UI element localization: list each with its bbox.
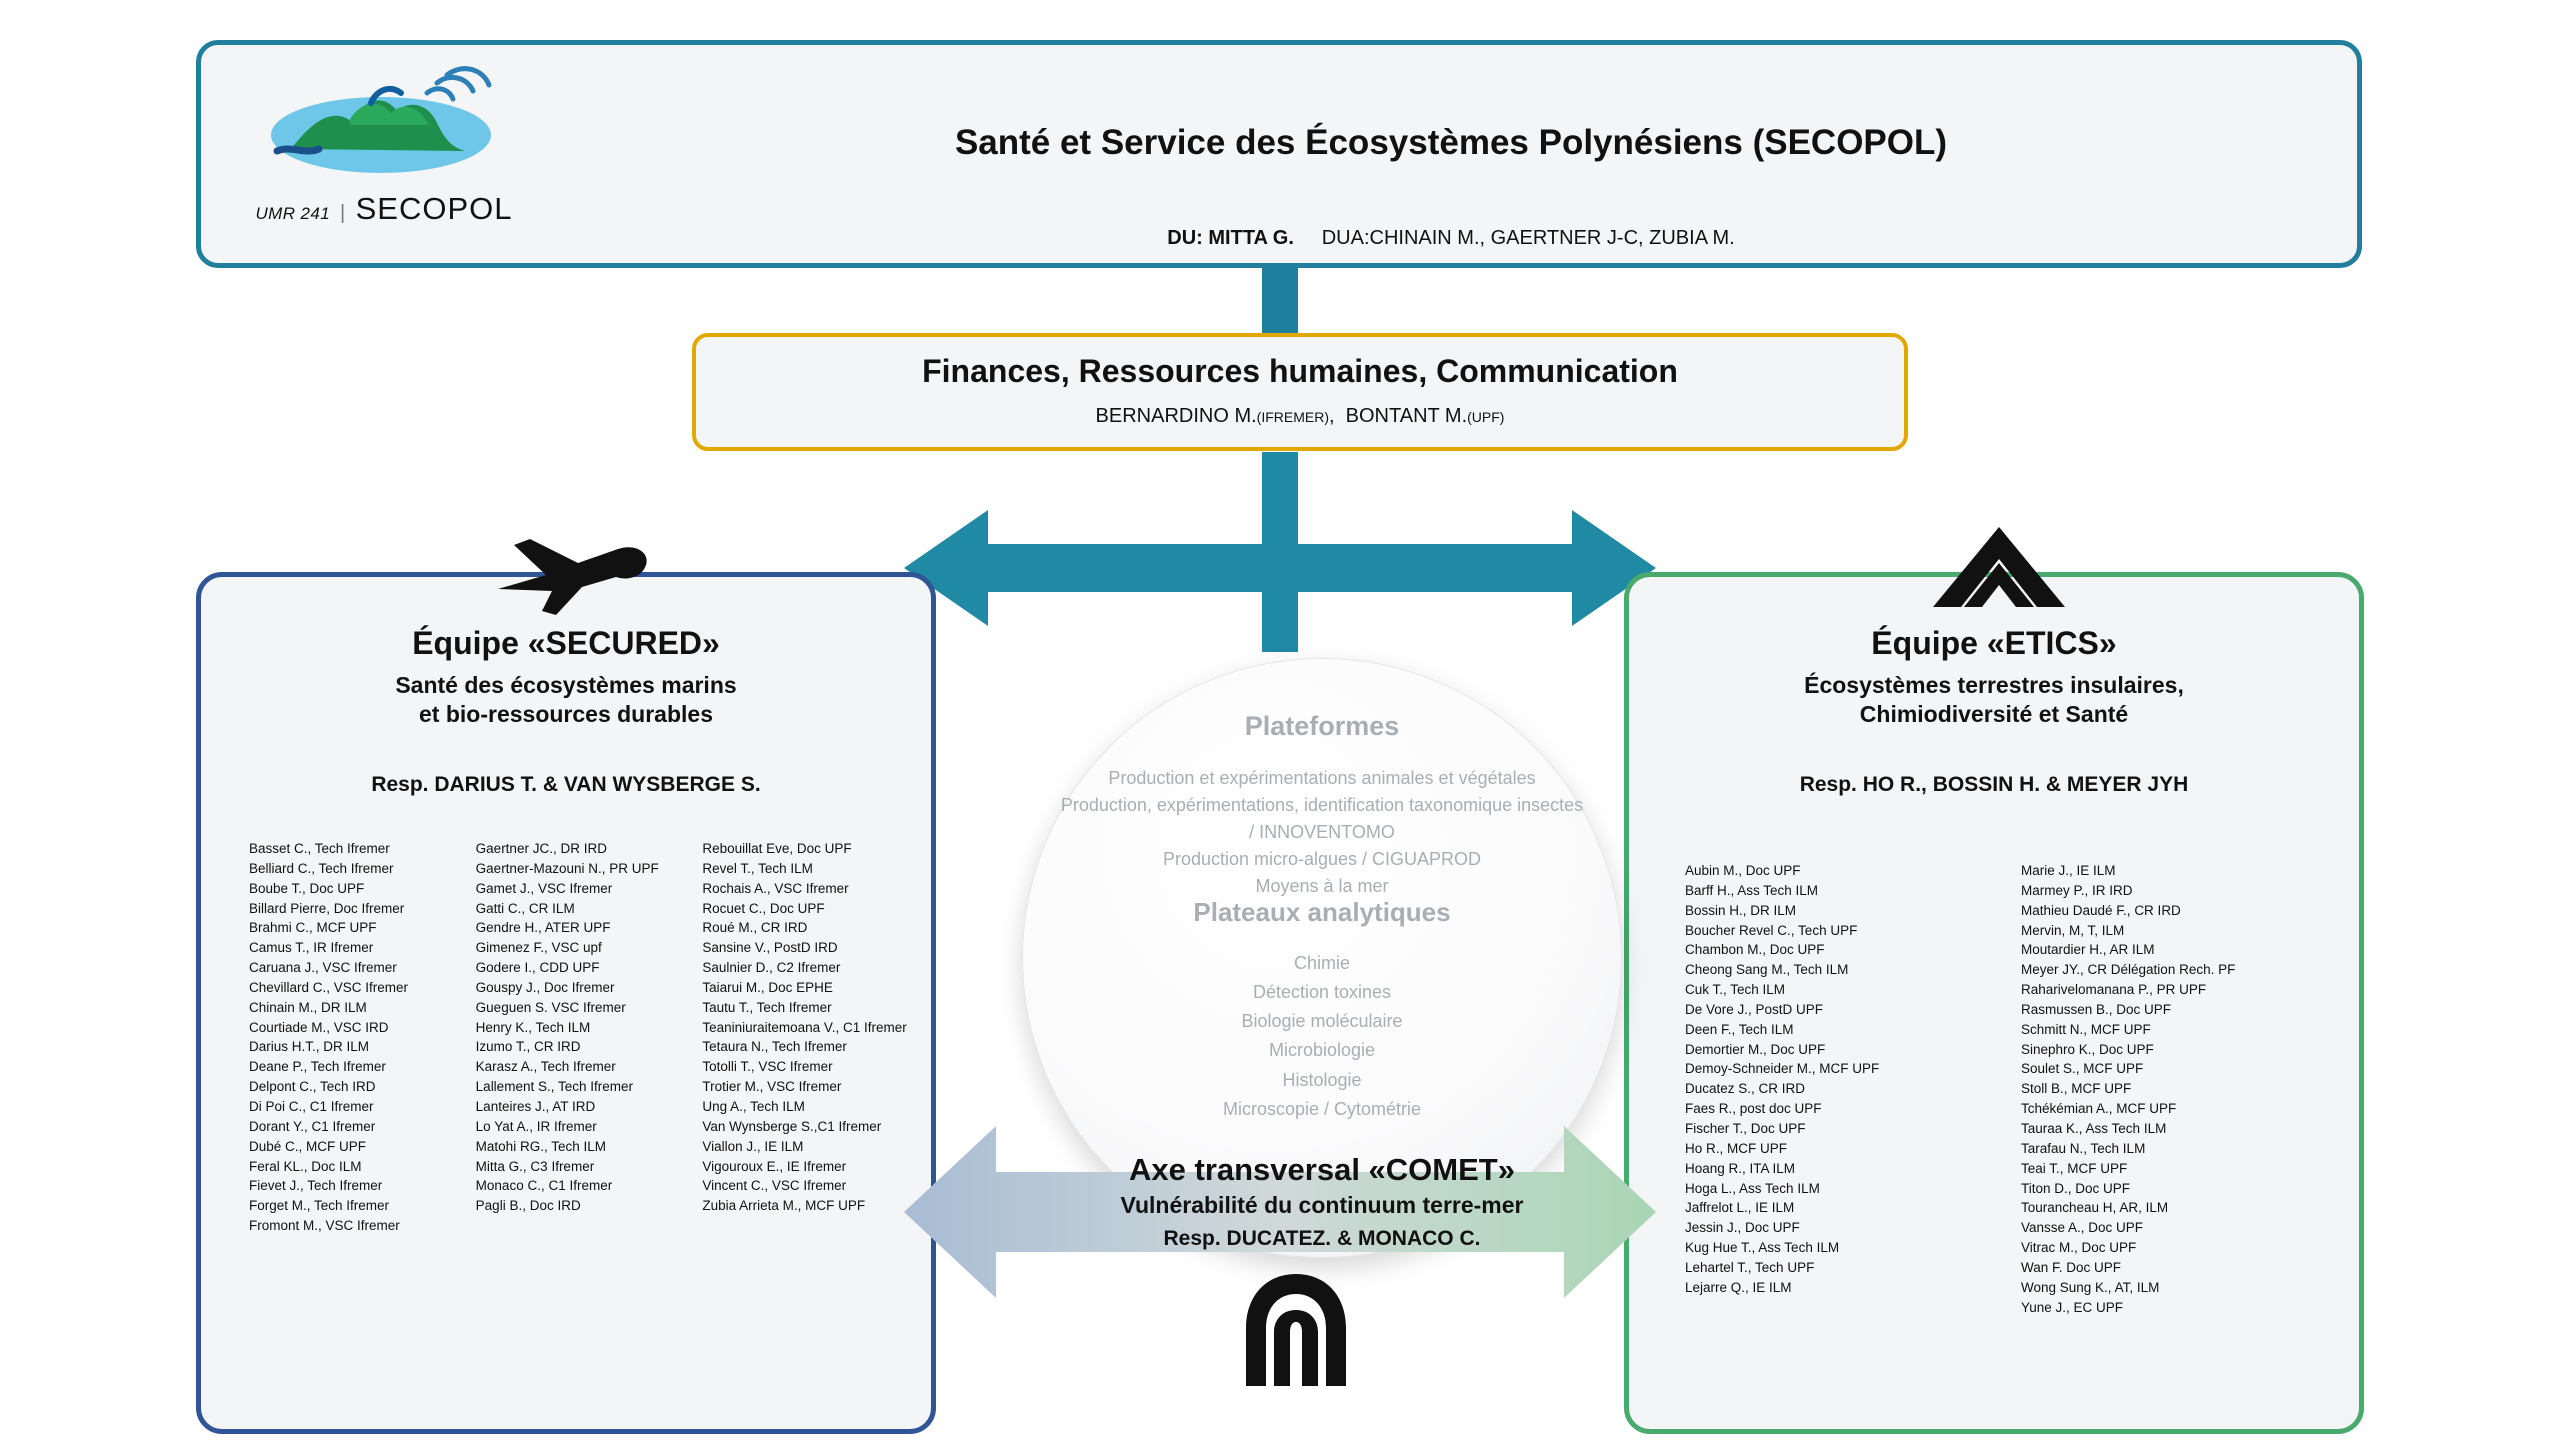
member-entry: Gimenez F., VSC upf xyxy=(475,940,602,956)
member-entry: Gaertner JC., DR IRD xyxy=(475,841,607,856)
member-column xyxy=(249,839,476,1236)
member-entry: Jessin J., Doc UPF xyxy=(1685,1220,1800,1236)
member-entry: Marmey P., IR IRD xyxy=(2021,882,2133,898)
team-title-secured: Équipe «SECURED» xyxy=(412,625,720,661)
member-entry: Karasz A., Tech Ifremer xyxy=(475,1059,616,1075)
member-entry: Cheong Sang M., Tech ILM xyxy=(1685,962,1849,978)
logo-name: SECOPOL xyxy=(355,191,513,226)
member-entry: Vansse A., Doc UPF xyxy=(2021,1220,2144,1236)
member-entry: Courtiade M., VSC IRD xyxy=(249,1019,389,1035)
member-column xyxy=(2021,861,2357,1317)
team-subtitle-etics xyxy=(1629,671,2359,728)
member-entry: Boucher Revel C., Tech UPF xyxy=(1685,922,1858,938)
member-entry: Wong Sung K., AT, ILM xyxy=(2021,1279,2160,1295)
member-entry: Lehartel T., Tech UPF xyxy=(1685,1259,1815,1275)
member-entry: Vitrac M., Doc UPF xyxy=(2021,1240,2137,1256)
member-entry: Zubia Arrieta M., MCF UPF xyxy=(702,1198,866,1214)
member-entry: Tarafau N., Tech ILM xyxy=(2021,1140,2146,1156)
team-panel-secured xyxy=(196,572,936,1434)
member-entry: Monaco C., C1 Ifremer xyxy=(475,1178,613,1194)
secopol-logo-icon xyxy=(231,63,531,193)
member-entry: Teaniniuraitemoana V., C1 Ifremer xyxy=(702,1019,907,1035)
header-to-finance-connector xyxy=(1262,268,1298,336)
member-entry: Delpont C., Tech IRD xyxy=(249,1079,376,1095)
member-entry: Demortier M., Doc UPF xyxy=(1685,1041,1826,1057)
finance-person-1: BERNARDINO M. xyxy=(1095,405,1257,427)
team-members-secured xyxy=(249,839,929,1236)
platform-item: Chimie xyxy=(1293,953,1350,973)
member-entry: Deane P., Tech Ifremer xyxy=(249,1059,386,1075)
member-entry: Lejarre Q., IE ILM xyxy=(1685,1279,1792,1295)
mountain-chevron-icon xyxy=(1629,519,2369,624)
member-entry: Di Poi C., C1 Ifremer xyxy=(249,1098,374,1114)
member-entry: Chevillard C., VSC Ifremer xyxy=(249,979,409,995)
member-column xyxy=(702,839,929,1236)
platform-item: Détection toxines xyxy=(1252,982,1392,1003)
analytical-platforms-heading: Plateaux analytiques xyxy=(1193,897,1451,927)
finance-panel xyxy=(692,333,1908,451)
team-subtitle-etics-l2: Chimiodiversité et Santé xyxy=(1859,700,2129,727)
member-entry: Trotier M., VSC Ifremer xyxy=(702,1079,842,1095)
member-column xyxy=(1685,861,2021,1317)
member-entry: Fievet J., Tech Ifremer xyxy=(249,1178,383,1194)
team-subtitle-secured-l2: et bio-ressources durables xyxy=(419,700,713,727)
member-entry: Henry K., Tech ILM xyxy=(475,1019,591,1035)
member-entry: Tetaura N., Tech Ifremer xyxy=(702,1039,847,1055)
member-entry: Forget M., Tech Ifremer xyxy=(249,1198,390,1214)
member-entry: Ung A., Tech ILM xyxy=(702,1098,805,1114)
member-entry: Mathieu Daudé F., CR IRD xyxy=(2021,902,2181,918)
platform-item: Biologie moléculaire xyxy=(1241,1011,1403,1032)
dua-label: DUA:CHINAIN M., GAERTNER J-C, ZUBIA M. xyxy=(1321,227,1735,249)
member-entry: Cuk T., Tech ILM xyxy=(1685,982,1786,998)
member-entry: Moutardier H., AR ILM xyxy=(2021,942,2155,958)
member-entry: Ho R., MCF UPF xyxy=(1685,1140,1788,1156)
finance-people: BERNARDINO M.(IFREMER), BONTANT M.(UPF) xyxy=(1095,405,1505,427)
member-entry: Teai T., MCF UPF xyxy=(2021,1160,2128,1176)
member-entry: Bossin H., DR ILM xyxy=(1685,902,1797,918)
platform-item: Microscopie / Cytométrie xyxy=(1222,1098,1422,1119)
member-entry: Chinain M., DR ILM xyxy=(249,999,367,1015)
member-entry: Gueguen S. VSC Ifremer xyxy=(475,999,626,1015)
member-column xyxy=(476,839,703,1236)
split-arrow-to-teams xyxy=(900,452,1660,652)
member-entry: Tourancheau H, AR, ILM xyxy=(2021,1200,2169,1216)
logo-caption xyxy=(239,191,529,227)
member-entry: Lanteires J., AT IRD xyxy=(475,1098,596,1114)
member-entry: Izumo T., CR IRD xyxy=(475,1039,581,1055)
platform-item: Histologie xyxy=(1282,1069,1362,1090)
platforms-list xyxy=(1057,765,1587,900)
team-subtitle-etics-l1: Écosystèmes terrestres insulaires, xyxy=(1804,672,2184,698)
member-entry: Mervin, M, T, ILM xyxy=(2021,922,2125,938)
member-entry: Stoll B., MCF UPF xyxy=(2021,1081,2132,1097)
member-entry: Aubin M., Doc UPF xyxy=(1685,863,1801,878)
member-entry: Sansine V., PostD IRD xyxy=(702,940,838,956)
platform-item: Moyens à la mer xyxy=(1255,876,1389,896)
member-entry: Barff H., Ass Tech ILM xyxy=(1685,882,1819,898)
platforms-heading: Plateformes xyxy=(1244,711,1400,741)
member-entry: Belliard C., Tech Ifremer xyxy=(249,860,394,876)
member-entry: Ducatez S., CR IRD xyxy=(1685,1081,1806,1097)
finance-affil-1: (IFREMER) xyxy=(1256,409,1329,425)
member-entry: Viallon J., IE ILM xyxy=(702,1138,804,1154)
logo-divider: | xyxy=(340,202,346,224)
member-entry: Gaertner-Mazouni N., PR UPF xyxy=(475,860,659,876)
member-entry: Faes R., post doc UPF xyxy=(1685,1101,1822,1117)
member-entry: Matohi RG., Tech ILM xyxy=(475,1138,606,1154)
member-entry: Fischer T., Doc UPF xyxy=(1685,1120,1806,1136)
member-entry: Dubé C., MCF UPF xyxy=(249,1138,367,1154)
member-entry: Mitta G., C3 Ifremer xyxy=(475,1158,595,1174)
member-entry: Gatti C., CR ILM xyxy=(475,900,575,916)
page-title: Santé et Service des Écosystèmes Polynésiens (SECOPOL) xyxy=(954,123,1948,162)
member-entry: Brahmi C., MCF UPF xyxy=(249,920,377,936)
member-entry: Totolli T., VSC Ifremer xyxy=(702,1059,833,1075)
member-entry: Tchékémian A., MCF UPF xyxy=(2021,1101,2177,1117)
member-entry: De Vore J., PostD UPF xyxy=(1685,1001,1824,1017)
member-entry: Caruana J., VSC Ifremer xyxy=(249,960,397,976)
logo-umr: UMR 241 xyxy=(255,204,331,223)
comet-resp: Resp. DUCATEZ. & MONACO C. xyxy=(1163,1227,1481,1250)
member-entry: Yune J., EC UPF xyxy=(2021,1299,2124,1315)
member-entry: Billard Pierre, Doc Ifremer xyxy=(249,900,405,916)
analytical-platforms-list xyxy=(1057,949,1587,1124)
member-entry: Sinephro K., Doc UPF xyxy=(2021,1041,2154,1057)
member-entry: Titon D., Doc UPF xyxy=(2021,1180,2131,1196)
member-entry: Raharivelomanana P., PR UPF xyxy=(2021,982,2207,998)
member-entry: Van Wynsberge S.,C1 Ifremer xyxy=(702,1118,882,1134)
member-entry: Gamet J., VSC Ifremer xyxy=(475,880,613,896)
comet-subtitle: Vulnérabilité du continuum terre-mer xyxy=(1120,1192,1524,1218)
member-entry: Revel T., Tech ILM xyxy=(702,860,813,876)
member-entry: Lallement S., Tech Ifremer xyxy=(475,1079,633,1095)
member-entry: Fromont M., VSC Ifremer xyxy=(249,1218,400,1234)
team-resp-etics: Resp. HO R., BOSSIN H. & MEYER JYH xyxy=(1799,773,2189,796)
member-entry: Taiarui M., Doc EPHE xyxy=(702,979,833,995)
team-subtitle-secured-l1: Santé des écosystèmes marins xyxy=(395,672,737,698)
member-entry: Saulnier D., C2 Ifremer xyxy=(702,960,841,976)
member-entry: Schmitt N., MCF UPF xyxy=(2021,1021,2151,1037)
platform-item: Production et expérimentations animales et végétales xyxy=(1108,768,1536,788)
team-panel-etics xyxy=(1624,572,2364,1434)
finance-person-2: BONTANT M. xyxy=(1345,405,1468,427)
member-entry: Wan F. Doc UPF xyxy=(2021,1259,2122,1275)
member-entry: Boube T., Doc UPF xyxy=(249,880,365,896)
member-entry: Soulet S., MCF UPF xyxy=(2021,1061,2144,1077)
team-resp-secured: Resp. DARIUS T. & VAN WYSBERGE S. xyxy=(371,773,761,796)
member-entry: Meyer JY., CR Délégation Rech. PF xyxy=(2021,962,2236,978)
member-entry: Tauraa K., Ass Tech ILM xyxy=(2021,1120,2167,1136)
member-entry: Darius H.T., DR ILM xyxy=(249,1039,370,1055)
member-entry: Camus T., IR Ifremer xyxy=(249,940,374,956)
comet-title: Axe transversal «COMET» xyxy=(1129,1152,1515,1187)
member-entry: Jaffrelot L., IE ILM xyxy=(1685,1200,1795,1216)
team-subtitle-secured xyxy=(201,671,931,728)
finance-title: Finances, Ressources humaines, Communication xyxy=(922,353,1678,389)
member-entry: Vigouroux E., IE Ifremer xyxy=(702,1158,847,1174)
member-entry: Demoy-Schneider M., MCF UPF xyxy=(1685,1061,1880,1077)
member-entry: Gendre H., ATER UPF xyxy=(475,920,611,936)
member-entry: Rochais A., VSC Ifremer xyxy=(702,880,849,896)
member-entry: Vincent C., VSC Ifremer xyxy=(702,1178,847,1194)
comet-text-block xyxy=(1000,1152,1644,1251)
member-entry: Basset C., Tech Ifremer xyxy=(249,841,390,856)
member-entry: Gouspy J., Doc Ifremer xyxy=(475,979,615,995)
member-entry: Deen F., Tech ILM xyxy=(1685,1021,1794,1037)
member-entry: Kug Hue T., Ass Tech ILM xyxy=(1685,1240,1840,1256)
member-entry: Chambon M., Doc UPF xyxy=(1685,942,1825,958)
member-entry: Lo Yat A., IR Ifremer xyxy=(475,1118,597,1134)
platform-item: Production micro-algues / CIGUAPROD xyxy=(1162,849,1482,869)
header-leadership xyxy=(581,227,2321,250)
platform-item: Production, expérimentations, identification taxonomique insectes / INNOVENTOMO xyxy=(1060,795,1584,842)
member-entry: Rasmussen B., Doc UPF xyxy=(2021,1001,2172,1017)
airplane-icon xyxy=(201,519,941,624)
du-label: DU: MITTA G. xyxy=(1167,227,1294,249)
member-entry: Pagli B., Doc IRD xyxy=(475,1198,581,1214)
logo xyxy=(231,63,531,253)
member-entry: Rocuet C., Doc UPF xyxy=(702,900,825,916)
member-entry: Hoang R., ITA ILM xyxy=(1685,1160,1796,1176)
member-entry: Marie J., IE ILM xyxy=(2021,863,2116,878)
member-entry: Feral KL., Doc ILM xyxy=(249,1158,362,1174)
platform-item: Microbiologie xyxy=(1268,1040,1376,1061)
member-entry: Roué M., CR IRD xyxy=(702,920,808,936)
finance-affil-2: (UPF) xyxy=(1467,409,1505,425)
member-entry: Tautu T., Tech Ifremer xyxy=(702,999,832,1015)
member-entry: Rebouillat Eve, Doc UPF xyxy=(702,841,852,856)
team-members-etics xyxy=(1685,861,2357,1317)
team-title-etics: Équipe «ETICS» xyxy=(1871,625,2117,661)
member-entry: Hoga L., Ass Tech ILM xyxy=(1685,1180,1820,1196)
spiral-shell-icon xyxy=(1232,1268,1360,1396)
header-panel xyxy=(196,40,2362,268)
member-entry: Godere I., CDD UPF xyxy=(475,960,600,976)
member-entry: Dorant Y., C1 Ifremer xyxy=(249,1118,376,1134)
